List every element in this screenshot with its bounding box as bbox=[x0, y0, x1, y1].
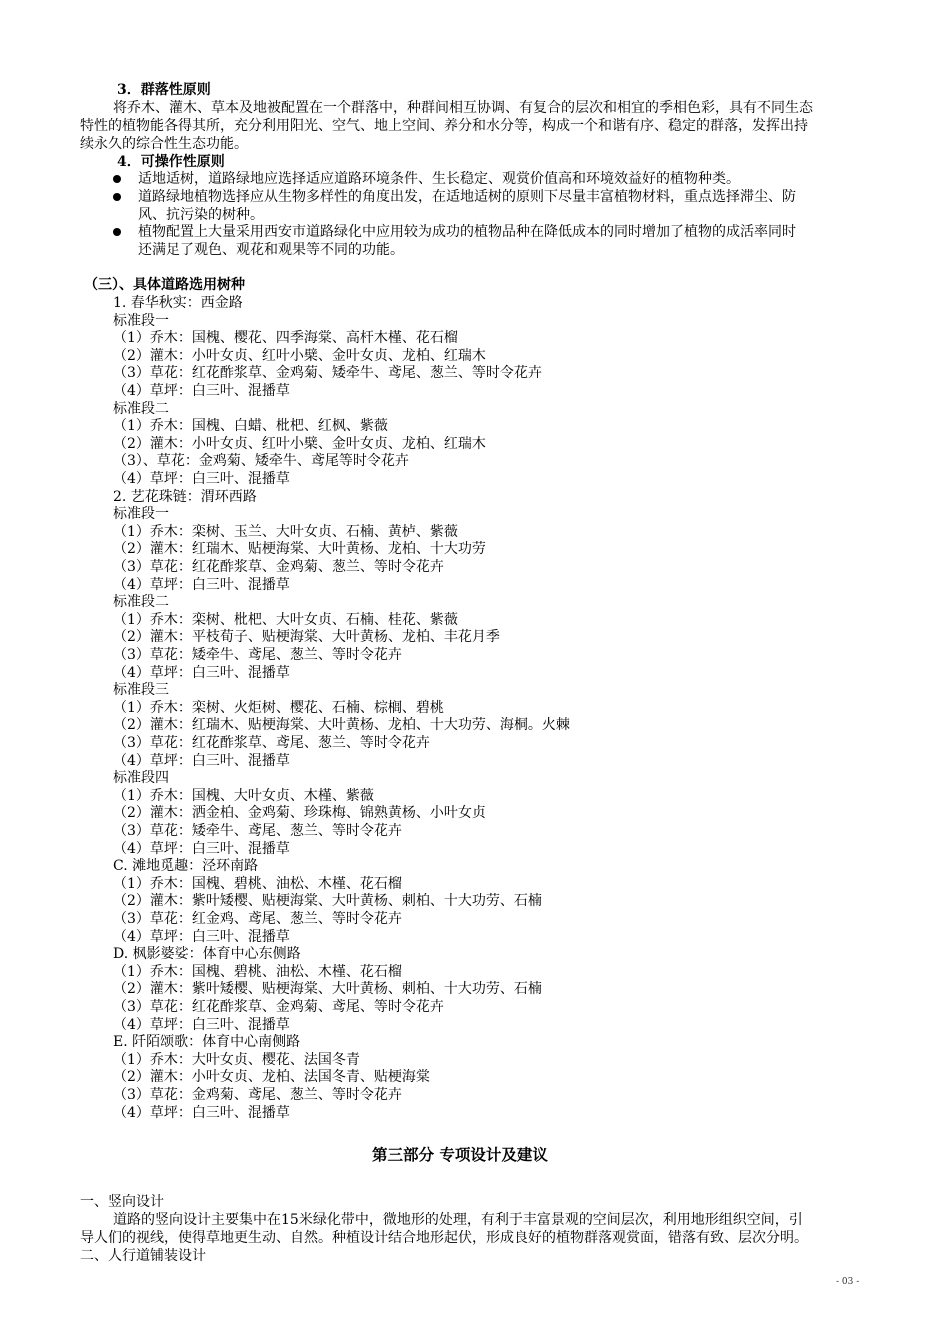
bullet-2-line-1: 道路绿地植物选择应从生物多样性的角度出发，在适地适树的原则下尽量丰富植物材料，重点选择滞尘、防 bbox=[138, 189, 796, 205]
species-list-item: （1）乔木：栾树、枇杷、大叶女贞、石楠、桂花、紫薇 bbox=[113, 611, 458, 628]
species-list-item: （4）草坪：白三叶、混播草 bbox=[113, 840, 290, 857]
species-list-item: 标准段一 bbox=[113, 506, 169, 523]
principle-3-body-line-2: 特性的植物能各得其所，充分利用阳光、空气、地上空间、养分和水分等，构成一个和谐有序、稳定的群落，发挥出持 bbox=[80, 118, 808, 134]
species-list-item: （4）草坪：白三叶、混播草 bbox=[113, 752, 290, 769]
species-list-item: （1）乔木：国槐、大叶女贞、木槿、紫薇 bbox=[113, 787, 374, 804]
bullet-icon bbox=[113, 175, 121, 183]
species-list-item: （4）草坪：白三叶、混播草 bbox=[113, 383, 290, 399]
species-list-item: （3）草花：红花酢浆草、金鸡菊、葱兰、等时令花卉 bbox=[113, 559, 444, 575]
species-list-item: （2）灌木：紫叶矮樱、贴梗海棠、大叶黄杨、刺柏、十大功劳、石楠 bbox=[113, 893, 542, 910]
page-number: - 03 - bbox=[836, 1277, 860, 1287]
species-list-item: （2）灌木：红瑞木、贴梗海棠、大叶黄杨、龙柏、十大功劳、海桐。火棘 bbox=[113, 717, 570, 734]
species-list-item: （4）草坪：白三叶、混播草 bbox=[113, 576, 290, 593]
species-list-item: （4）草坪：白三叶、混播草 bbox=[113, 1104, 290, 1121]
species-list-item: （2）灌木：小叶女贞、龙柏、法国冬青、贴梗海棠 bbox=[113, 1069, 430, 1086]
species-list-item: （3）草花：矮牵牛、鸢尾、葱兰、等时令花卉 bbox=[113, 823, 402, 839]
species-list-item: 标准段四 bbox=[113, 770, 169, 787]
species-list-item: E. 阡陌颂歌：体育中心南侧路 bbox=[113, 1034, 301, 1051]
bullet-3-line-1: 植物配置上大量采用西安市道路绿化中应用较为成功的植物品种在降低成本的同时增加了植物的成活率同时 bbox=[138, 224, 796, 240]
species-list-item: （1）乔木：栾树、火炬树、樱花、石楠、棕榈、碧桃 bbox=[113, 699, 444, 716]
species-list-item: （1）乔木：国槐、白蜡、枇杷、红枫、紫薇 bbox=[113, 418, 388, 435]
principle-3-title: 3．群落性原则 bbox=[117, 82, 211, 98]
species-list-item: 标准段一 bbox=[113, 312, 169, 329]
species-list-item: （3）草花：红花酢浆草、鸢尾、葱兰、等时令花卉 bbox=[113, 735, 430, 751]
principle-3-body-line-1: 将乔木、灌木、草本及地被配置在一个群落中，种群间相互协调、有复合的层次和相宜的季相色彩，具有不同生态 bbox=[113, 100, 813, 116]
species-list-item: （1）乔木：大叶女贞、樱花、法国冬青 bbox=[113, 1051, 360, 1068]
vertical-design-body-line-1: 道路的竖向设计主要集中在15米绿化带中，微地形的处理，有利于丰富景观的空间层次，利用地形组织空间，引 bbox=[113, 1212, 803, 1228]
species-list-item: （4）草坪：白三叶、混播草 bbox=[113, 1016, 290, 1033]
species-list-item: （2）灌木：小叶女贞、红叶小檗、金叶女贞、龙柏、红瑞木 bbox=[113, 435, 486, 452]
vertical-design-body-line-2: 导人们的视线，使得草地更生动、自然。种植设计结合地形起伏，形成良好的植物群落观赏面，错落有致、层次分明。 bbox=[80, 1230, 808, 1246]
species-list-item: 1. 春华秋实：西金路 bbox=[113, 295, 243, 311]
sidewalk-paving-title: 二、人行道铺装设计 bbox=[80, 1248, 206, 1264]
species-list-item: （3）、草花：金鸡菊、矮牵牛、鸢尾等时令花卉 bbox=[113, 453, 409, 470]
bullet-1-line-1: 适地适树，道路绿地应选择适应道路环境条件、生长稳定、观赏价值高和环境效益好的植物种类。 bbox=[138, 171, 740, 187]
species-list-item: （2）灌木：洒金柏、金鸡菊、珍珠梅、锦熟黄杨、小叶女贞 bbox=[113, 805, 486, 822]
species-list-item: 标准段二 bbox=[113, 594, 169, 611]
section-3-title: （三）、具体道路选用树种 bbox=[84, 277, 245, 293]
species-list-item: 2. 艺花珠链：渭环西路 bbox=[113, 488, 257, 505]
species-list-item: （3）草花：红金鸡、鸢尾、葱兰、等时令花卉 bbox=[113, 911, 402, 927]
species-list-item: （1）乔木：栾树、玉兰、大叶女贞、石楠、黄栌、紫薇 bbox=[113, 523, 458, 540]
species-list-item: D. 枫影婆娑：体育中心东侧路 bbox=[113, 946, 301, 963]
vertical-design-title: 一、竖向设计 bbox=[80, 1194, 164, 1210]
species-list-item: （4）草坪：白三叶、混播草 bbox=[113, 664, 290, 681]
species-list-item: （4）草坪：白三叶、混播草 bbox=[113, 471, 290, 487]
species-list-item: 标准段三 bbox=[113, 682, 169, 699]
bullet-2-line-2: 风、抗污染的树种。 bbox=[138, 207, 264, 223]
species-list-item: （2）灌木：红瑞木、贴梗海棠、大叶黄杨、龙柏、十大功劳 bbox=[113, 541, 486, 558]
bullet-3-line-2: 还满足了观色、观花和观果等不同的功能。 bbox=[138, 242, 404, 258]
part-3-heading: 第三部分 专项设计及建议 bbox=[372, 1146, 548, 1164]
species-list-item: （1）乔木：国槐、樱花、四季海棠、高杆木槿、花石榴 bbox=[113, 330, 458, 347]
species-list-item: （3）草花：红花酢浆草、金鸡菊、矮牵牛、鸢尾、葱兰、等时令花卉 bbox=[113, 365, 542, 382]
principle-3-body-line-3: 续永久的综合性生态功能。 bbox=[80, 136, 248, 152]
species-list-item: C. 滩地觅趣：泾环南路 bbox=[113, 858, 259, 875]
principle-4-title: 4．可操作性原则 bbox=[117, 154, 225, 170]
species-list-item: （3）草花：金鸡菊、鸢尾、葱兰、等时令花卉 bbox=[113, 1087, 402, 1103]
species-list-item: （2）灌木：平枝荀子、贴梗海棠、大叶黄杨、龙柏、丰花月季 bbox=[113, 629, 500, 646]
bullet-icon bbox=[113, 228, 121, 236]
species-list-item: （2）灌木：小叶女贞、红叶小檗、金叶女贞、龙柏、红瑞木 bbox=[113, 347, 486, 364]
species-list-item: （1）乔木：国槐、碧桃、油松、木槿、花石榴 bbox=[113, 963, 402, 980]
species-list-item: （3）草花：红花酢浆草、金鸡菊、鸢尾、等时令花卉 bbox=[113, 999, 444, 1015]
bullet-icon bbox=[113, 193, 121, 201]
species-list-item: 标准段二 bbox=[113, 400, 169, 417]
species-list-item: （4）草坪：白三叶、混播草 bbox=[113, 928, 290, 945]
species-list-item: （2）灌木：紫叶矮樱、贴梗海棠、大叶黄杨、刺柏、十大功劳、石楠 bbox=[113, 981, 542, 998]
species-list-item: （1）乔木：国槐、碧桃、油松、木槿、花石榴 bbox=[113, 875, 402, 892]
species-list-item: （3）草花：矮牵牛、鸢尾、葱兰、等时令花卉 bbox=[113, 647, 402, 663]
